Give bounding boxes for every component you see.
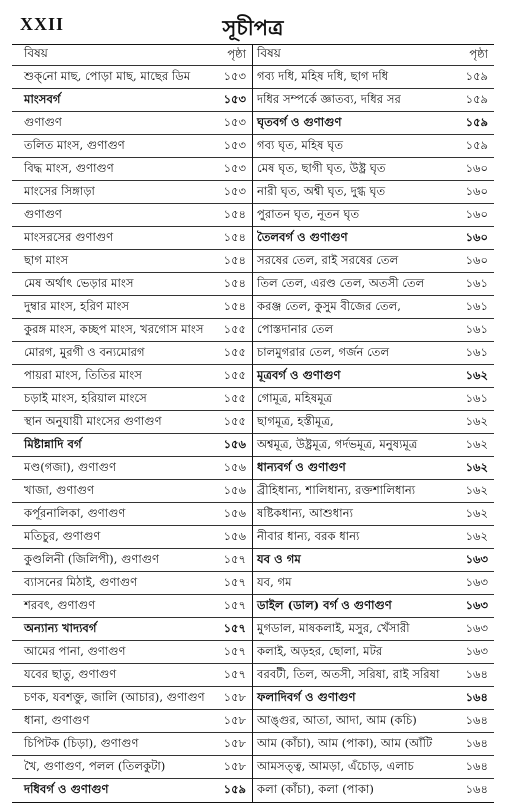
toc-entry-subject: যব, গম <box>257 574 292 589</box>
toc-row <box>253 618 494 641</box>
toc-entry-page: ১৬২ <box>465 482 488 497</box>
toc-entry-page: ১৫৪ <box>223 252 246 267</box>
toc-row <box>12 66 252 89</box>
toc-entry-page: ১৬৪ <box>465 666 488 681</box>
toc-entry-subject: মেষ ঘৃত, ছাগী ঘৃত, উষ্ট্র ঘৃত <box>257 160 386 175</box>
toc-entry-subject: তিল তেল, এরণ্ড তেল, অতসী তেল <box>257 275 425 290</box>
toc-entry-page: ১৫৮ <box>223 758 246 773</box>
toc-entry-subject: দধির সম্পর্কে জ্ঞাতব্য, দধির সর <box>257 91 401 106</box>
toc-entry-subject: মাংসবর্গ <box>24 91 61 106</box>
toc-entry-subject: কর্পূরনালিকা, গুণাগুণ <box>24 505 126 520</box>
toc-row <box>12 434 252 457</box>
toc-entry-subject: খৈ, গুণাগুণ, পলল (তিলকুটা) <box>24 758 166 773</box>
toc-row <box>12 480 252 503</box>
toc-entry-subject: গোমূত্র, মহিষমূত্র <box>257 390 333 405</box>
toc-entry-subject: করঞ্জ তেল, কুসুম বীজের তেল, <box>257 298 401 313</box>
toc-entry-subject: ব্রীহিধান্য, শালিধান্য, রক্তশালিধান্য <box>257 482 416 497</box>
toc-row <box>253 181 494 204</box>
toc-entry-subject: মুগডাল, মাষকলাই, মসুর, খেঁসারী <box>257 620 410 635</box>
toc-entry-subject: স্থান অনুযায়ী মাংসের গুণাগুণ <box>24 413 162 428</box>
toc-entry-page: ১৫৬ <box>223 459 246 474</box>
toc-row <box>12 687 252 710</box>
toc-entry-subject: কলা (কাঁচা), কলা (পাকা) <box>257 782 374 796</box>
toc-row <box>12 526 252 549</box>
toc-entry-page: ১৬৩ <box>465 620 488 635</box>
toc-entry-subject: ধান্যবর্গ ও গুণাগুণ <box>257 459 346 474</box>
toc-entry-subject: মোরগ, মুরগী ও বন্যমোরগ <box>24 344 145 359</box>
toc-row <box>12 664 252 687</box>
page-header <box>12 12 494 44</box>
toc-entry-subject: নীবার ধান্য, বরক ধান্য <box>257 528 360 543</box>
toc-entry-subject: শরবৎ, গুণাগুণ <box>24 597 96 612</box>
toc-entry-page: ১৫৭ <box>223 620 246 635</box>
toc-row <box>12 618 252 641</box>
toc-row <box>253 273 494 296</box>
toc-row <box>12 135 252 158</box>
toc-row <box>253 135 494 158</box>
toc-entry-page: ১৫৮ <box>223 689 246 704</box>
toc-row <box>12 641 252 664</box>
toc-entry-subject: পুরাতন ঘৃত, নূতন ঘৃত <box>257 206 360 221</box>
toc-entry-page: ১৬২ <box>465 413 488 428</box>
toc-row <box>253 112 494 135</box>
toc-entry-page: ১৫৩ <box>223 137 246 152</box>
toc-entry-page: ১৬১ <box>465 390 488 405</box>
toc-entry-subject: দুম্বার মাংস, হরিণ মাংস <box>24 298 130 313</box>
toc-entry-subject: নারী ঘৃত, অশ্বী ঘৃত, দুগ্ধ ঘৃত <box>257 183 386 198</box>
toc-row <box>253 89 494 112</box>
toc-entry-page: ১৫৪ <box>223 298 246 313</box>
toc-entry-page: ১৫৪ <box>223 275 246 290</box>
page-column-header: পৃষ্ঠা <box>227 46 246 61</box>
toc-row <box>12 296 252 319</box>
toc-entry-page: ১৬১ <box>465 321 488 336</box>
toc-entry-page: ১৫৩ <box>223 91 246 106</box>
toc-entry-page: ১৫৫ <box>223 367 246 382</box>
toc-entry-subject: ফলাদিবর্গ ও গুণাগুণ <box>257 689 356 704</box>
toc-entry-page: ১৫৬ <box>223 482 246 497</box>
toc-entry-subject: কলাই, অড়হর, ছোলা, মটর <box>257 643 383 658</box>
toc-entry-subject: খাজা, গুণাগুণ <box>24 482 95 497</box>
toc-row <box>12 250 252 273</box>
toc-entry-page: ১৫৪ <box>223 229 246 244</box>
toc-entry-page: ১৫৬ <box>223 505 246 520</box>
toc-row <box>253 572 494 595</box>
toc-entry-page: ১৫৮ <box>223 712 246 727</box>
toc-entry-page: ১৬৩ <box>465 643 488 658</box>
toc-entry-subject: ঘৃতবর্গ ও গুণাগুণ <box>257 114 342 129</box>
toc-entry-page: ১৬৪ <box>465 689 488 704</box>
toc-entry-page: ১৫৯ <box>465 91 488 106</box>
toc-entry-page: ১৫৩ <box>223 68 246 83</box>
toc-entry-page: ১৬২ <box>465 436 488 451</box>
toc-row <box>253 710 494 733</box>
toc-entry-subject: যব ও গম <box>257 551 301 566</box>
toc-row <box>253 365 494 388</box>
toc-entry-page: ১৬৩ <box>465 574 488 589</box>
toc-entry-page: ১৬০ <box>465 206 488 221</box>
toc-entry-subject: মাংসের সিঙ্গাড়া <box>24 183 95 198</box>
toc-entry-subject: গব্য দধি, মহিষ দধি, ছাগ দধি <box>257 68 389 83</box>
toc-row <box>12 595 252 618</box>
toc-entry-subject: কুণ্ডলিনী (জিলিপী), গুণাগুণ <box>24 551 160 566</box>
toc-entry-subject: গব্য ঘৃত, মহিষ ঘৃত <box>257 137 344 152</box>
toc-row <box>253 526 494 549</box>
toc-entry-subject: গুণাগুণ <box>24 114 62 129</box>
toc-row <box>253 227 494 250</box>
toc-entry-page: ১৫৩ <box>223 183 246 198</box>
toc-entry-page: ১৬৪ <box>465 758 488 773</box>
toc-row <box>253 595 494 618</box>
toc-row <box>12 572 252 595</box>
toc-row <box>253 250 494 273</box>
toc-row <box>253 434 494 457</box>
toc-entry-page: ১৬০ <box>465 160 488 175</box>
toc-entry-page: ১৫৪ <box>223 206 246 221</box>
toc-row <box>253 457 494 480</box>
toc-entry-page: ১৫৯ <box>465 68 488 83</box>
toc-entry-subject: পোস্তদানার তেল <box>257 321 334 336</box>
toc-entry-page: ১৫৫ <box>223 344 246 359</box>
toc-entry-subject: মণ্ড(গজা), গুণাগুণ <box>24 459 116 474</box>
toc-entry-subject: দধিবর্গ ও গুণাগুণ <box>24 782 109 796</box>
toc-entry-subject: ব্যাসনের মিঠাই, গুণাগুণ <box>24 574 138 589</box>
toc-entry-page: ১৫৭ <box>223 666 246 681</box>
toc-entry-subject: চড়াই মাংস, হরিয়াল মাংসে <box>24 390 147 405</box>
toc-entry-page: ১৬২ <box>465 459 488 474</box>
toc-entry-page: ১৫৫ <box>223 390 246 405</box>
subject-column-header: বিষয় <box>257 46 281 60</box>
toc-row <box>12 342 252 365</box>
toc-row <box>253 388 494 411</box>
toc-row <box>253 756 494 779</box>
toc-entry-subject: চণক, যবশক্তু, জালি (আচার), গুণাগুণ <box>24 689 205 704</box>
toc-row <box>253 411 494 434</box>
toc-entry-page: ১৫৫ <box>223 321 246 336</box>
toc-row <box>12 112 252 135</box>
toc-row <box>12 89 252 112</box>
subject-column-header: বিষয় <box>24 46 48 60</box>
toc-row <box>12 273 252 296</box>
toc-entry-subject: ছাগ মাংস <box>24 252 69 267</box>
toc-row <box>253 319 494 342</box>
toc-entry-subject: মূত্রবর্গ ও গুণাগুণ <box>257 367 341 382</box>
toc-row <box>253 664 494 687</box>
toc-right-column <box>253 44 494 802</box>
table-of-contents <box>12 44 494 803</box>
toc-row <box>12 365 252 388</box>
toc-row <box>12 227 252 250</box>
toc-entry-subject: তলিত মাংস, গুণাগুণ <box>24 137 125 152</box>
toc-entry-subject: ধানা, গুণাগুণ <box>24 712 90 727</box>
toc-entry-page: ১৬০ <box>465 183 488 198</box>
toc-entry-subject: আমসত্ত্ব, আমড়া, এঁচোড়, এলাচ <box>257 758 414 773</box>
column-header-row <box>12 44 252 66</box>
toc-entry-page: ১৬২ <box>465 528 488 543</box>
toc-row <box>253 158 494 181</box>
toc-entry-page: ১৫৩ <box>223 160 246 175</box>
toc-row <box>253 480 494 503</box>
toc-entry-subject: ছাগমূত্র, হস্তীমূত্র, <box>257 413 334 428</box>
toc-entry-page: ১৬২ <box>465 367 488 382</box>
toc-entry-page: ১৬৪ <box>465 735 488 750</box>
toc-row <box>12 319 252 342</box>
toc-entry-subject: কুরঙ্গ মাংস, কচ্ছপ মাংস, খরগোস মাংস <box>24 321 204 336</box>
toc-row <box>253 204 494 227</box>
toc-entry-page: ১৫৯ <box>223 782 246 796</box>
toc-row <box>12 204 252 227</box>
toc-entry-page: ১৫৯ <box>465 137 488 152</box>
toc-entry-subject: মতিচুর, গুণাগুণ <box>24 528 101 543</box>
toc-row <box>253 66 494 89</box>
page-number: XXII <box>20 14 65 34</box>
toc-entry-subject: ষষ্টিকধান্য, আশুধান্য <box>257 505 353 520</box>
toc-entry-subject: পায়রা মাংস, তিতির মাংস <box>24 367 142 382</box>
toc-entry-subject: তৈলবর্গ ও গুণাগুণ <box>257 229 348 244</box>
toc-row <box>12 457 252 480</box>
toc-entry-page: ১৬৩ <box>465 597 488 612</box>
toc-row <box>12 158 252 181</box>
toc-row <box>12 411 252 434</box>
toc-entry-page: ১৫৭ <box>223 643 246 658</box>
toc-entry-subject: বিদ্ধ মাংস, গুণাগুণ <box>24 160 114 175</box>
toc-entry-subject: মিষ্টান্নাদি বর্গ <box>24 436 82 451</box>
page-title: সূচীপত্র <box>222 15 284 40</box>
toc-entry-page: ১৫৯ <box>465 114 488 129</box>
toc-entry-subject: মেষ অর্থাৎ ভেড়ার মাংস <box>24 275 134 290</box>
toc-row <box>12 756 252 779</box>
toc-row <box>12 181 252 204</box>
toc-left-column <box>12 44 253 802</box>
toc-entry-subject: আমের পানা, গুণাগুণ <box>24 643 126 658</box>
toc-entry-page: ১৬০ <box>465 229 488 244</box>
toc-entry-page: ১৬৪ <box>465 782 488 796</box>
toc-entry-subject: সরষের তেল, রাই সরষের তেল <box>257 252 399 267</box>
page-column-header: পৃষ্ঠা <box>469 46 488 61</box>
toc-entry-subject: মাংসরসের গুণাগুণ <box>24 229 114 244</box>
toc-entry-page: ১৫৩ <box>223 114 246 129</box>
toc-entry-page: ১৫৫ <box>223 413 246 428</box>
toc-row <box>12 710 252 733</box>
toc-entry-page: ১৬১ <box>465 344 488 359</box>
toc-row <box>253 503 494 526</box>
toc-entry-subject: ডাইল (ডাল) বর্গ ও গুণাগুণ <box>257 597 392 612</box>
toc-entry-page: ১৬৩ <box>465 551 488 566</box>
toc-row <box>253 779 494 802</box>
toc-entry-page: ১৬২ <box>465 505 488 520</box>
toc-entry-subject: বরবটী, তিল, অতসী, সরিষা, রাই সরিষা <box>257 666 440 681</box>
toc-row <box>12 733 252 756</box>
toc-row <box>12 779 252 802</box>
toc-entry-page: ১৫৭ <box>223 551 246 566</box>
toc-entry-subject: শুক্‌নো মাছ, পোড়া মাছ, মাছের ডিম <box>24 68 191 83</box>
toc-entry-page: ১৬১ <box>465 298 488 313</box>
toc-entry-subject: যবের ছাতু, গুণাগুণ <box>24 666 117 681</box>
toc-entry-page: ১৬০ <box>465 252 488 267</box>
toc-row <box>12 388 252 411</box>
toc-row <box>12 503 252 526</box>
toc-entry-subject: অশ্বমূত্র, উষ্ট্রমূত্র, গর্দভমূত্র, মনুষ্যমূত্র <box>257 436 418 451</box>
toc-entry-page: ১৫৬ <box>223 528 246 543</box>
toc-entry-subject: আঙ্গুর, আতা, আদা, আম (কচি) <box>257 712 417 727</box>
toc-row <box>253 733 494 756</box>
toc-entry-subject: গুণাগুণ <box>24 206 62 221</box>
toc-entry-page: ১৫৭ <box>223 597 246 612</box>
toc-row <box>253 687 494 710</box>
toc-entry-page: ১৫৮ <box>223 735 246 750</box>
toc-entry-page: ১৫৭ <box>223 574 246 589</box>
toc-row <box>12 549 252 572</box>
toc-entry-subject: অন্যান্য খাদ্যবর্গ <box>24 620 97 635</box>
column-header-row <box>253 44 494 66</box>
toc-entry-page: ১৬৪ <box>465 712 488 727</box>
toc-entry-subject: চালমুগরার তেল, গর্জন তেল <box>257 344 390 359</box>
toc-entry-subject: আম (কাঁচা), আম (পাকা), আম (আঁটি <box>257 735 433 750</box>
toc-row <box>253 296 494 319</box>
toc-entry-page: ১৫৬ <box>223 436 246 451</box>
toc-row <box>253 549 494 572</box>
toc-entry-page: ১৬১ <box>465 275 488 290</box>
toc-row <box>253 342 494 365</box>
toc-entry-subject: চিপিটক (চিড়া), গুণাগুণ <box>24 735 139 750</box>
toc-row <box>253 641 494 664</box>
